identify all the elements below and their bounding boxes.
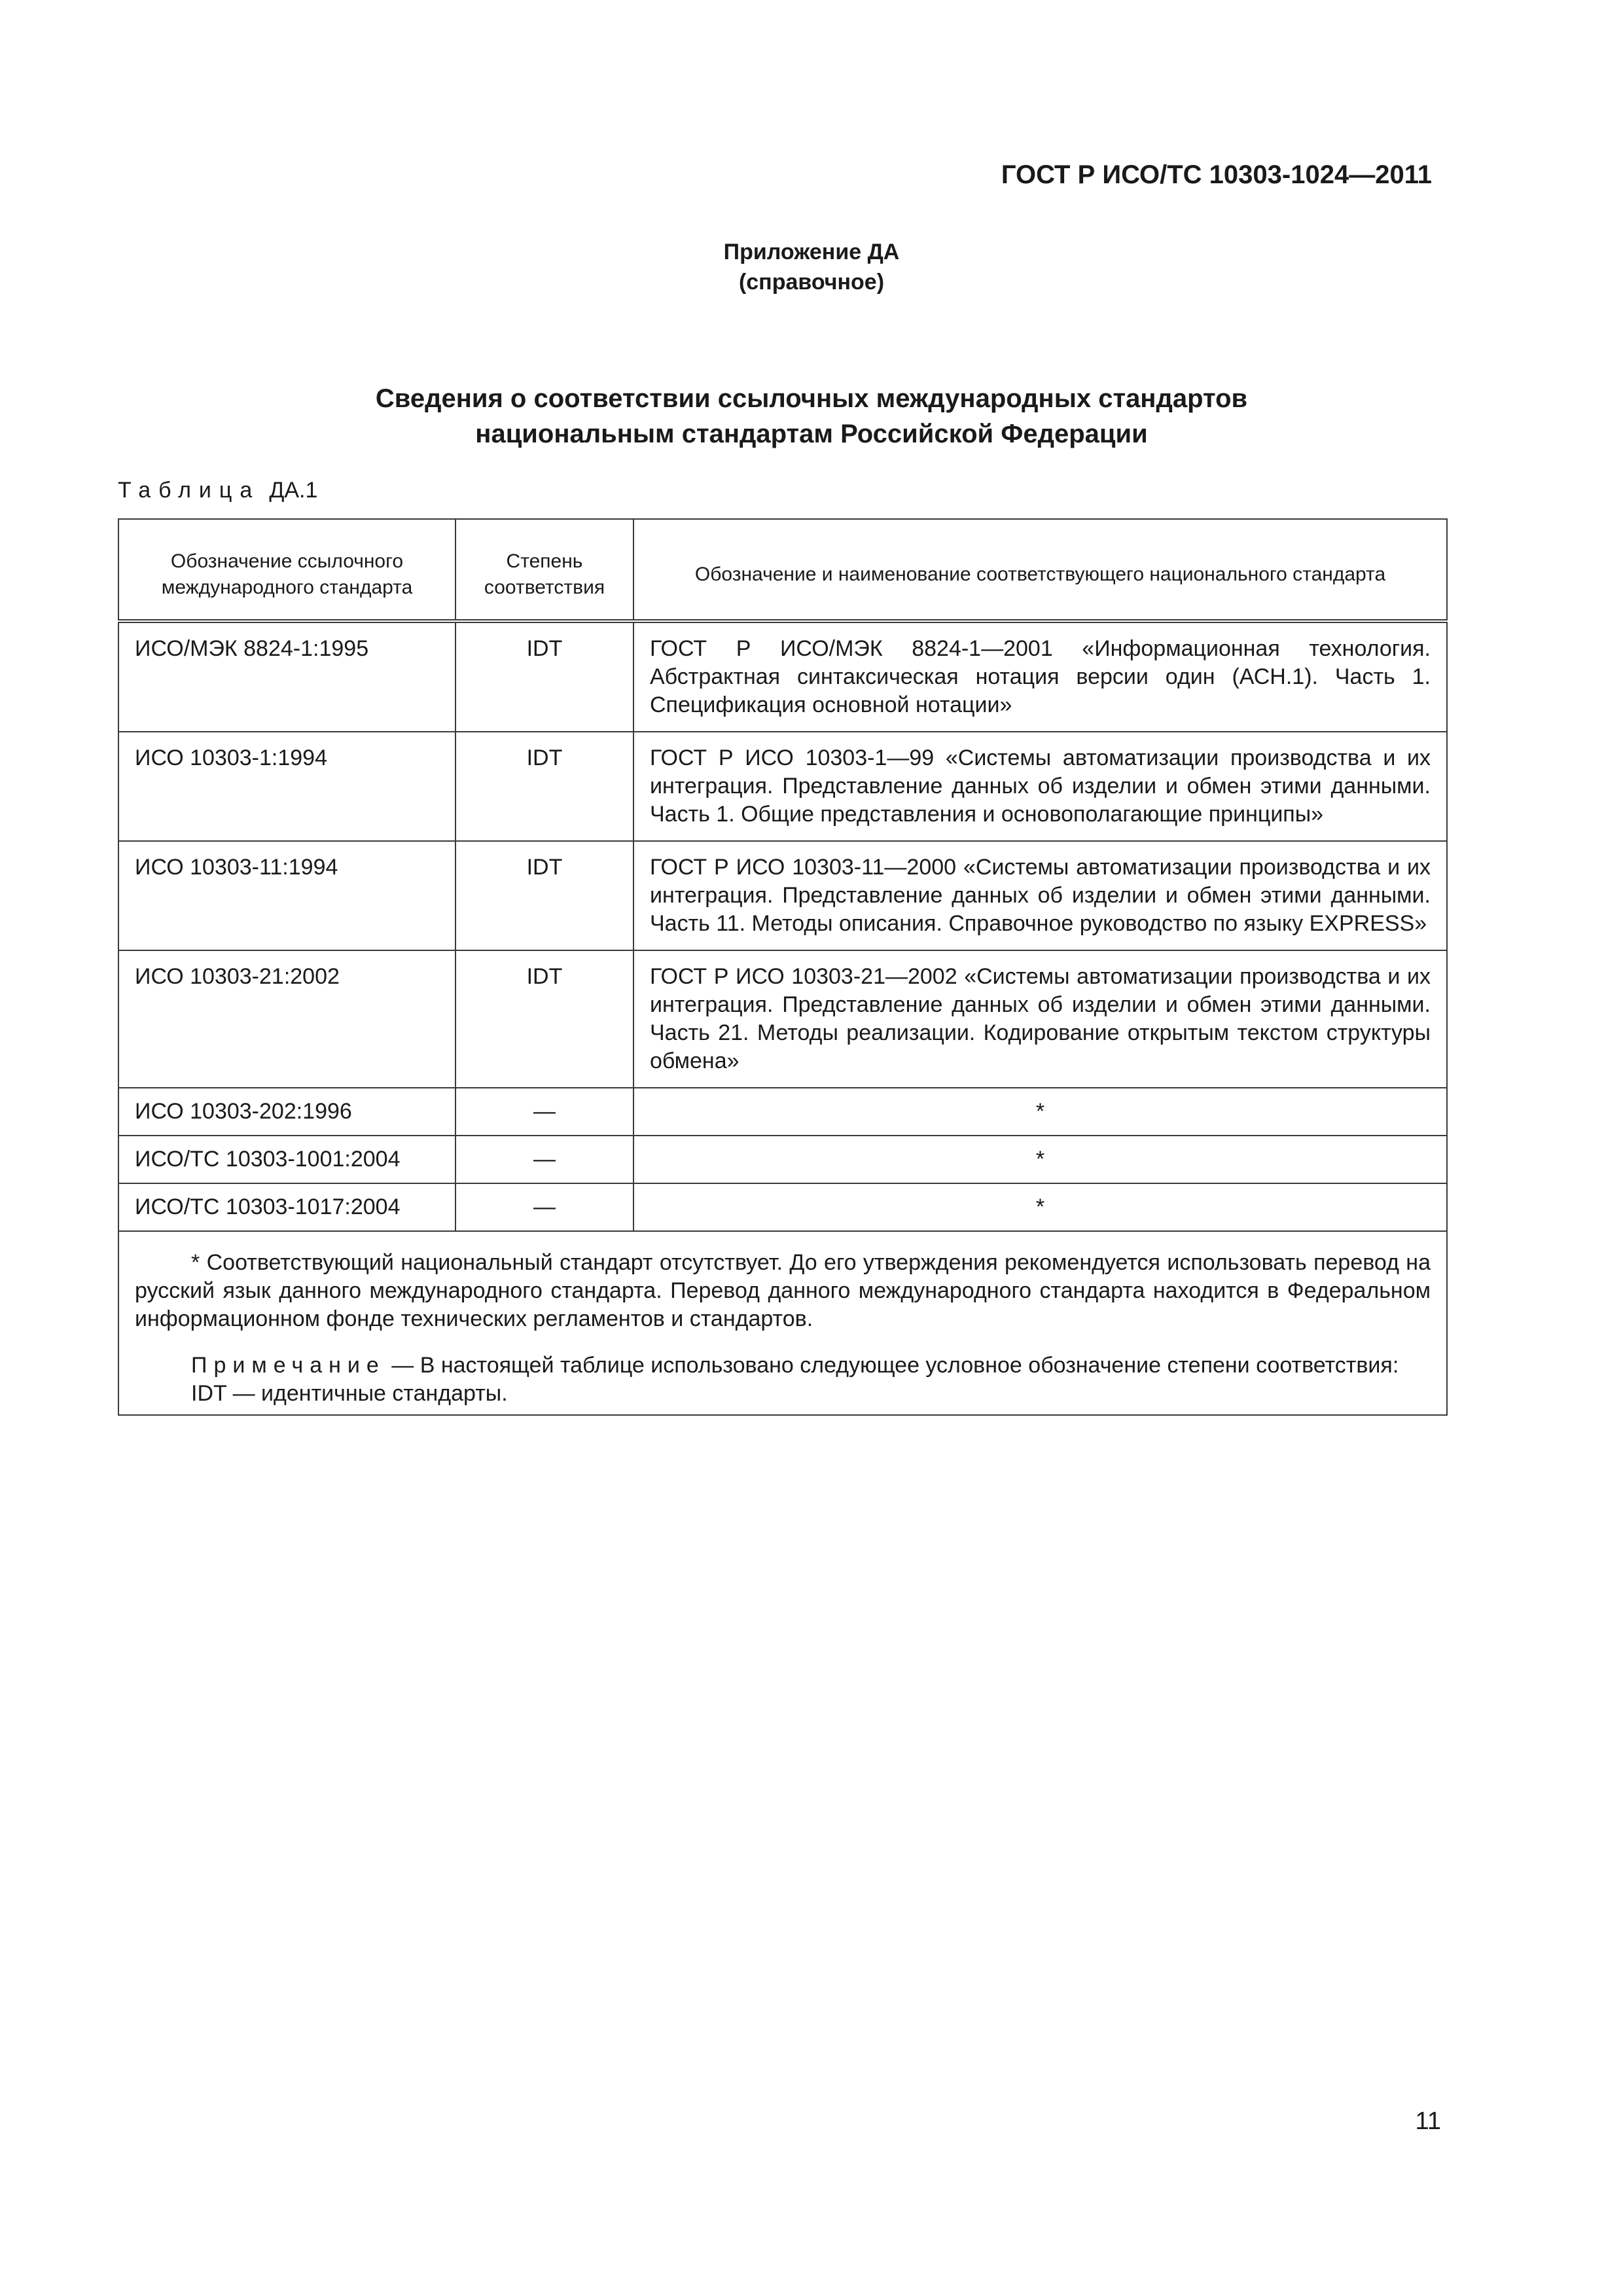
footnote: * Соответствующий национальный стандарт отсутствует. До его утверждения рекомендуется использовать перевод на русский язык данного международного стандарта. Перевод данного международного стандарта находится в Федеральном информационном фонде технических регламентов и стандартов.	[135, 1250, 1431, 1331]
cell-degree: —	[455, 1088, 633, 1136]
annex-heading	[0, 237, 1623, 297]
cell-degree: IDT	[455, 950, 633, 1088]
cell-degree: —	[455, 1136, 633, 1183]
table-row	[118, 950, 1447, 1088]
cell-national-standard: *	[633, 1136, 1447, 1183]
note	[135, 1352, 1431, 1380]
table-label	[118, 478, 317, 503]
cell-national-standard: ГОСТ Р ИСО 10303-1—99 «Системы автоматизации производства и их интеграция. Представление данных об изделии и обмен этими данными. Часть 1. Общие представления и основополагающие принципы»	[633, 732, 1447, 841]
cell-intl-standard: ИСО/МЭК 8824-1:1995	[118, 621, 455, 732]
table-header-row	[118, 519, 1447, 621]
table-row	[118, 841, 1447, 950]
annex-kind: (справочное)	[738, 270, 885, 295]
cell-intl-standard: ИСО 10303-11:1994	[118, 841, 455, 950]
cell-intl-standard: ИСО 10303-1:1994	[118, 732, 455, 841]
cell-degree: IDT	[455, 732, 633, 841]
table-row	[118, 1183, 1447, 1231]
cell-intl-standard: ИСО/ТС 10303-1017:2004	[118, 1183, 455, 1231]
document-code: ГОСТ Р ИСО/ТС 10303-1024—2011	[1001, 160, 1432, 189]
cell-national-standard: *	[633, 1183, 1447, 1231]
cell-national-standard: *	[633, 1088, 1447, 1136]
table-row	[118, 1088, 1447, 1136]
header-national-standard: Обозначение и наименование соответствующего национального стандарта	[633, 519, 1447, 621]
note-text: — В настоящей таблице использовано следующее условное обозначение степени соответствия:	[391, 1353, 1399, 1378]
correspondence-table	[118, 518, 1448, 1416]
cell-national-standard: ГОСТ Р ИСО 10303-11—2000 «Системы автоматизации производства и их интеграция. Представление данных об изделии и обмен этими данными. Часть 11. Методы описания. Справочное руководство по языку EXPRESS»	[633, 841, 1447, 950]
section-title-line-2: национальным стандартам Российской Федерации	[475, 420, 1148, 448]
annex-title: Приложение ДА	[723, 240, 900, 264]
note-item: IDT — идентичные стандарты.	[191, 1381, 508, 1406]
cell-intl-standard: ИСО 10303-202:1996	[118, 1088, 455, 1136]
header-intl-standard: Обозначение ссылочного международного стандарта	[118, 519, 455, 621]
table-row	[118, 621, 1447, 732]
cell-national-standard: ГОСТ Р ИСО/МЭК 8824-1—2001 «Информационная технология. Абстрактная синтаксическая нотация версии один (АСН.1). Часть 1. Спецификация основной нотации»	[633, 621, 1447, 732]
table-label-id: ДА.1	[269, 478, 318, 503]
table-footer-row	[118, 1231, 1447, 1415]
cell-intl-standard: ИСО 10303-21:2002	[118, 950, 455, 1088]
cell-degree: IDT	[455, 841, 633, 950]
cell-degree: IDT	[455, 621, 633, 732]
cell-intl-standard: ИСО/ТС 10303-1001:2004	[118, 1136, 455, 1183]
note-lead: Примечание	[191, 1353, 385, 1378]
table-row	[118, 732, 1447, 841]
section-title	[0, 381, 1623, 452]
cell-national-standard: ГОСТ Р ИСО 10303-21—2002 «Системы автоматизации производства и их интеграция. Представление данных об изделии и обмен этими данными. Часть 21. Методы реализации. Кодирование открытым текстом структуры обмена»	[633, 950, 1447, 1088]
table-label-word: Таблица	[118, 478, 260, 503]
page-number: 11	[1415, 2108, 1441, 2135]
table-row	[118, 1136, 1447, 1183]
table-footer	[118, 1231, 1447, 1415]
section-title-line-1: Сведения о соответствии ссылочных международных стандартов	[375, 384, 1248, 413]
cell-degree: —	[455, 1183, 633, 1231]
header-degree: Степень соответствия	[455, 519, 633, 621]
